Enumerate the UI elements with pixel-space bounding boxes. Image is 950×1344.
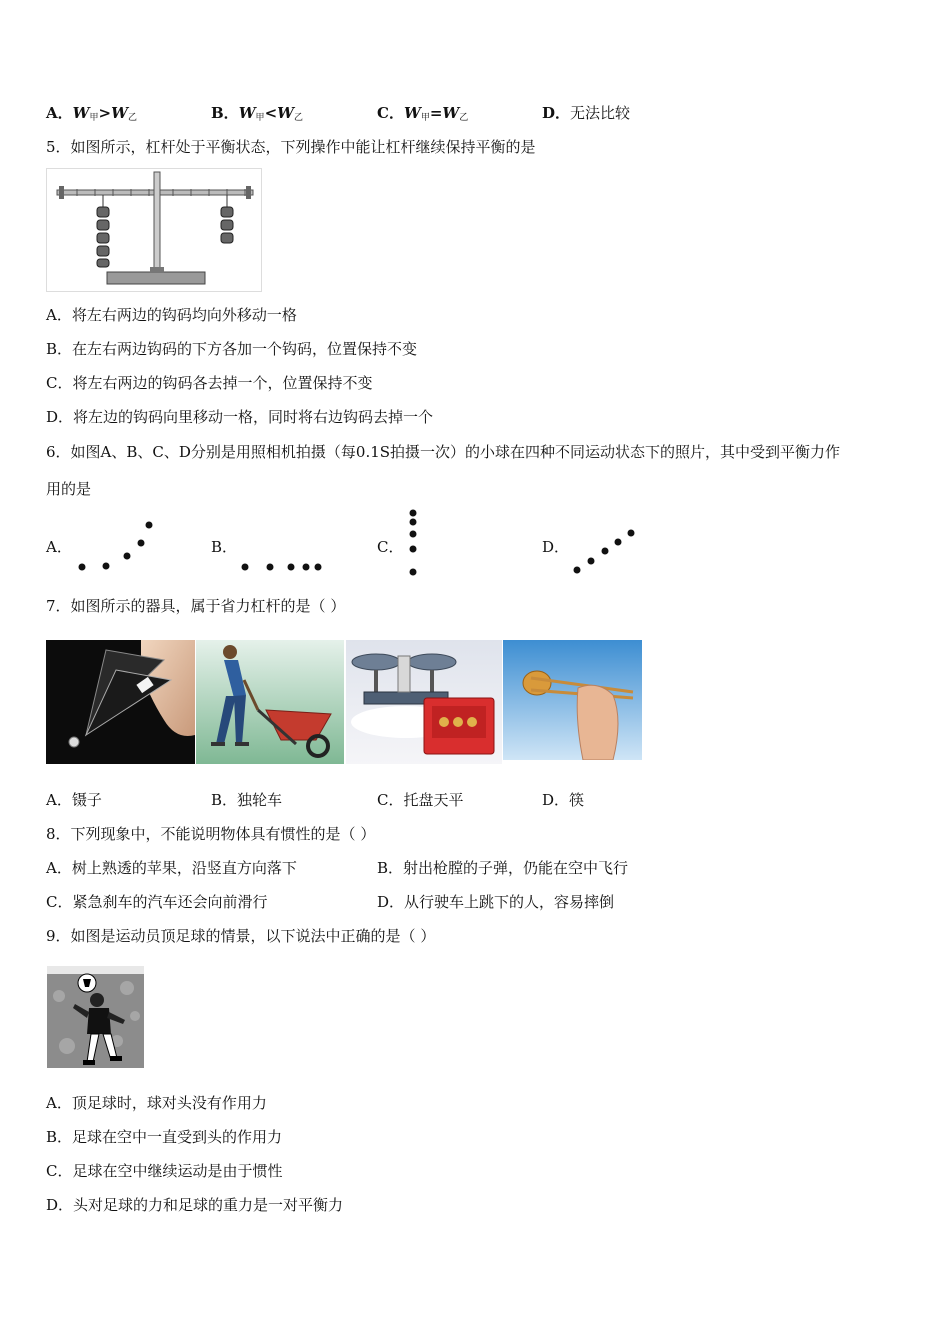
chopsticks-image [503,640,642,760]
q9-stem: 9．如图是运动员顶足球的情景，以下说法中正确的是（ ） [46,927,436,945]
soccer-header-image [47,966,144,1068]
balance-scale-image [346,640,502,764]
q6-dots-c [402,505,424,580]
q6-label-c: C． [377,538,404,556]
q9-option-b: B．足球在空中一直受到头的作用力 [46,1128,283,1146]
q7-option-a: A．镊子 [46,791,102,809]
q8-option-b: B．射出枪膛的子弹，仍能在空中飞行 [377,859,629,877]
lever-figure [46,168,262,292]
q6-dots-a [72,515,162,577]
q6-label-a: A． [46,538,72,556]
q4-option-b: B．$W_甲<W_乙$ [211,104,304,123]
q5-option-b: B．在左右两边钩码的下方各加一个钩码，位置保持不变 [46,340,418,358]
q7-option-b: B．独轮车 [211,791,283,809]
q6-stem-line1: 6．如图A、B、C、D分别是用照相机拍摄（每0.1S拍摄一次）的小球在四种不同运动状态下的照片，其中受到平衡力作 [46,443,841,461]
q5-option-a: A．将左右两边的钩码均向外移动一格 [46,306,297,324]
q5-stem: 5．如图所示，杠杆处于平衡状态，下列操作中能让杠杆继续保持平衡的是 [46,138,536,156]
tweezers-image [46,640,195,764]
q4-option-d: D．无法比较 [542,104,631,122]
q9-option-c: C．足球在空中继续运动是由于惯性 [46,1162,283,1180]
q8-option-a: A．树上熟透的苹果，沿竖直方向落下 [46,859,297,877]
q7-stem: 7．如图所示的器具，属于省力杠杆的是（ ） [46,597,346,615]
q4-option-c: C．$W_甲=W_乙$ [377,104,469,123]
q9-option-a: A．顶足球时，球对头没有作用力 [46,1094,267,1112]
q7-option-c: C．托盘天平 [377,791,464,809]
q6-dots-d [568,522,643,578]
q8-option-c: C．紧急刹车的汽车还会向前滑行 [46,893,268,911]
q8-option-d: D．从行驶车上跳下的人，容易摔倒 [377,893,615,911]
q7-option-d: D．筷 [542,791,585,809]
q6-stem-line2: 用的是 [46,480,92,498]
q9-option-d: D．头对足球的力和足球的重力是一对平衡力 [46,1196,344,1214]
q5-option-c: C．将左右两边的钩码各去掉一个，位置保持不变 [46,374,373,392]
wheelbarrow-image [196,640,344,764]
q6-label-d: D． [542,538,570,556]
q6-label-b: B． [211,538,238,556]
q6-dots-b [236,558,331,578]
q5-option-d: D．将左边的钩码向里移动一格，同时将右边钩码去掉一个 [46,408,434,426]
q8-stem: 8．下列现象中，不能说明物体具有惯性的是（ ） [46,825,376,843]
q4-option-a: A．$W_甲>W_乙$ [46,104,137,123]
